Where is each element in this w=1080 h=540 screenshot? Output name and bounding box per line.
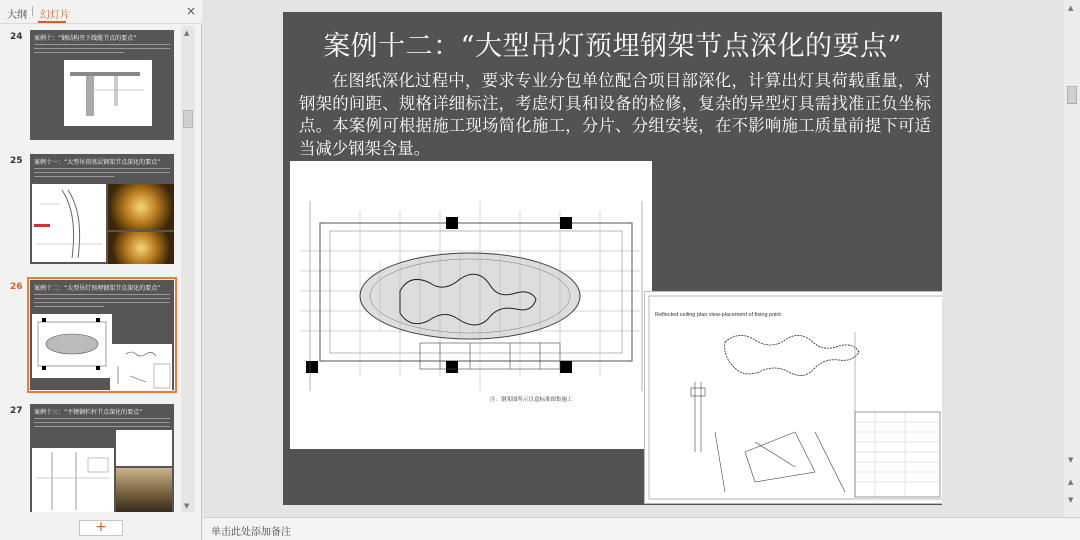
scroll-down-icon[interactable]: ▼ [1068, 456, 1074, 464]
scrollbar-thumb[interactable] [1067, 86, 1077, 104]
thumbnail-title: 案例十：“钢结构夹下线缆节点的要点” [34, 35, 137, 42]
scrollbar-thumb[interactable] [183, 110, 193, 128]
text-line [34, 168, 170, 169]
scroll-up-icon[interactable]: ▲ [1068, 4, 1074, 12]
fixing-point-svg [645, 292, 942, 503]
thumbnail-drawing-lines [110, 344, 172, 390]
tab-outline[interactable]: 大纲 [7, 10, 27, 21]
notes-pane[interactable] [203, 517, 1080, 540]
slide-number: 27 [10, 406, 23, 416]
next-slide-icon[interactable]: ▼ [1068, 496, 1074, 504]
notes-placeholder[interactable]: 单击此处添加备注 [211, 527, 291, 538]
previous-slide-icon[interactable]: ▲ [1068, 478, 1074, 486]
tab-separator: | [31, 6, 35, 17]
thumbnail-scrollbar[interactable] [181, 26, 195, 512]
slide-thumbnail[interactable] [30, 30, 174, 140]
text-line [34, 172, 170, 173]
slide-title[interactable]: 案例十二：“大型吊灯预埋钢架节点深化的要点” [323, 31, 902, 62]
text-line [34, 306, 104, 307]
text-line [34, 302, 170, 303]
thumbnail-drawing [64, 60, 152, 126]
scroll-down-icon[interactable]: ▼ [184, 502, 190, 510]
slide-thumbnail[interactable] [30, 154, 174, 264]
slide-number: 25 [10, 156, 23, 166]
scroll-up-icon[interactable]: ▲ [184, 29, 190, 37]
text-line [34, 48, 170, 49]
drawing-caption: Reflected ceiling plan view-placement of fixing point [655, 312, 781, 318]
text-line [34, 294, 170, 295]
slide-editor [203, 0, 1080, 517]
text-line [34, 426, 170, 427]
thumbnail-drawing [32, 314, 112, 378]
thumbnail-drawing-lines [32, 314, 112, 378]
thumbnail-photo [108, 232, 174, 264]
drawing-caption: 注：钢架图所示以盒标准图集施工 [490, 397, 573, 403]
slide-thumbnail[interactable] [30, 404, 174, 512]
slide-thumbnail-selected[interactable] [30, 280, 174, 390]
text-line [34, 422, 170, 423]
slide-body-text[interactable]: 在图纸深化过程中，要求专业分包单位配合项目部深化，计算出灯具荷载重量，对钢架的间距、规格详细标注，考虑灯具和设备的检修，复杂的异型灯具需找准正负坐标点。本案例可根据施工现场简化施工，分片、分组安装，在不影响施工质量前提下可适当减少钢架含量。 [299, 71, 931, 158]
slide-number: 24 [10, 32, 23, 42]
fixing-point-drawing[interactable] [644, 291, 942, 504]
thumbnail-list [0, 26, 180, 512]
text-line [34, 52, 124, 53]
thumbnail-title: 案例十三：“不锈钢栏杆节点深化的要点” [34, 409, 143, 416]
thumbnail-drawing [116, 430, 172, 466]
ceiling-plan-svg [290, 161, 652, 449]
thumbnail-title: 案例十二：“大型吊灯预埋钢架节点深化的要点” [34, 285, 161, 292]
thumbnail-drawing-lines [32, 448, 114, 512]
text-line [34, 298, 170, 299]
text-line [34, 176, 114, 177]
slide-panel [0, 0, 202, 540]
panel-tabs [0, 0, 202, 24]
thumbnail-drawing-lines [64, 60, 152, 126]
close-icon[interactable]: × [186, 4, 197, 18]
text-line [34, 418, 170, 419]
thumbnail-photo [108, 184, 174, 230]
thumbnail-drawing [32, 448, 114, 512]
thumbnail-drawing [32, 184, 106, 262]
thumbnail-drawing-lines [32, 184, 106, 262]
thumbnail-drawing [110, 344, 172, 390]
text-line [34, 44, 170, 45]
thumbnail-title: 案例十一：“大型吊顶基层钢架节点深化的要点” [34, 159, 161, 166]
tab-slides[interactable]: 幻灯片 [40, 10, 70, 21]
thumbnail-photo [116, 468, 172, 512]
slide-canvas[interactable] [283, 12, 942, 505]
ceiling-plan-drawing[interactable] [290, 161, 652, 449]
add-slide-button[interactable]: + [79, 520, 123, 536]
editor-scrollbar[interactable] [1064, 0, 1080, 517]
slide-number: 26 [10, 282, 23, 292]
active-tab-indicator [38, 21, 66, 23]
